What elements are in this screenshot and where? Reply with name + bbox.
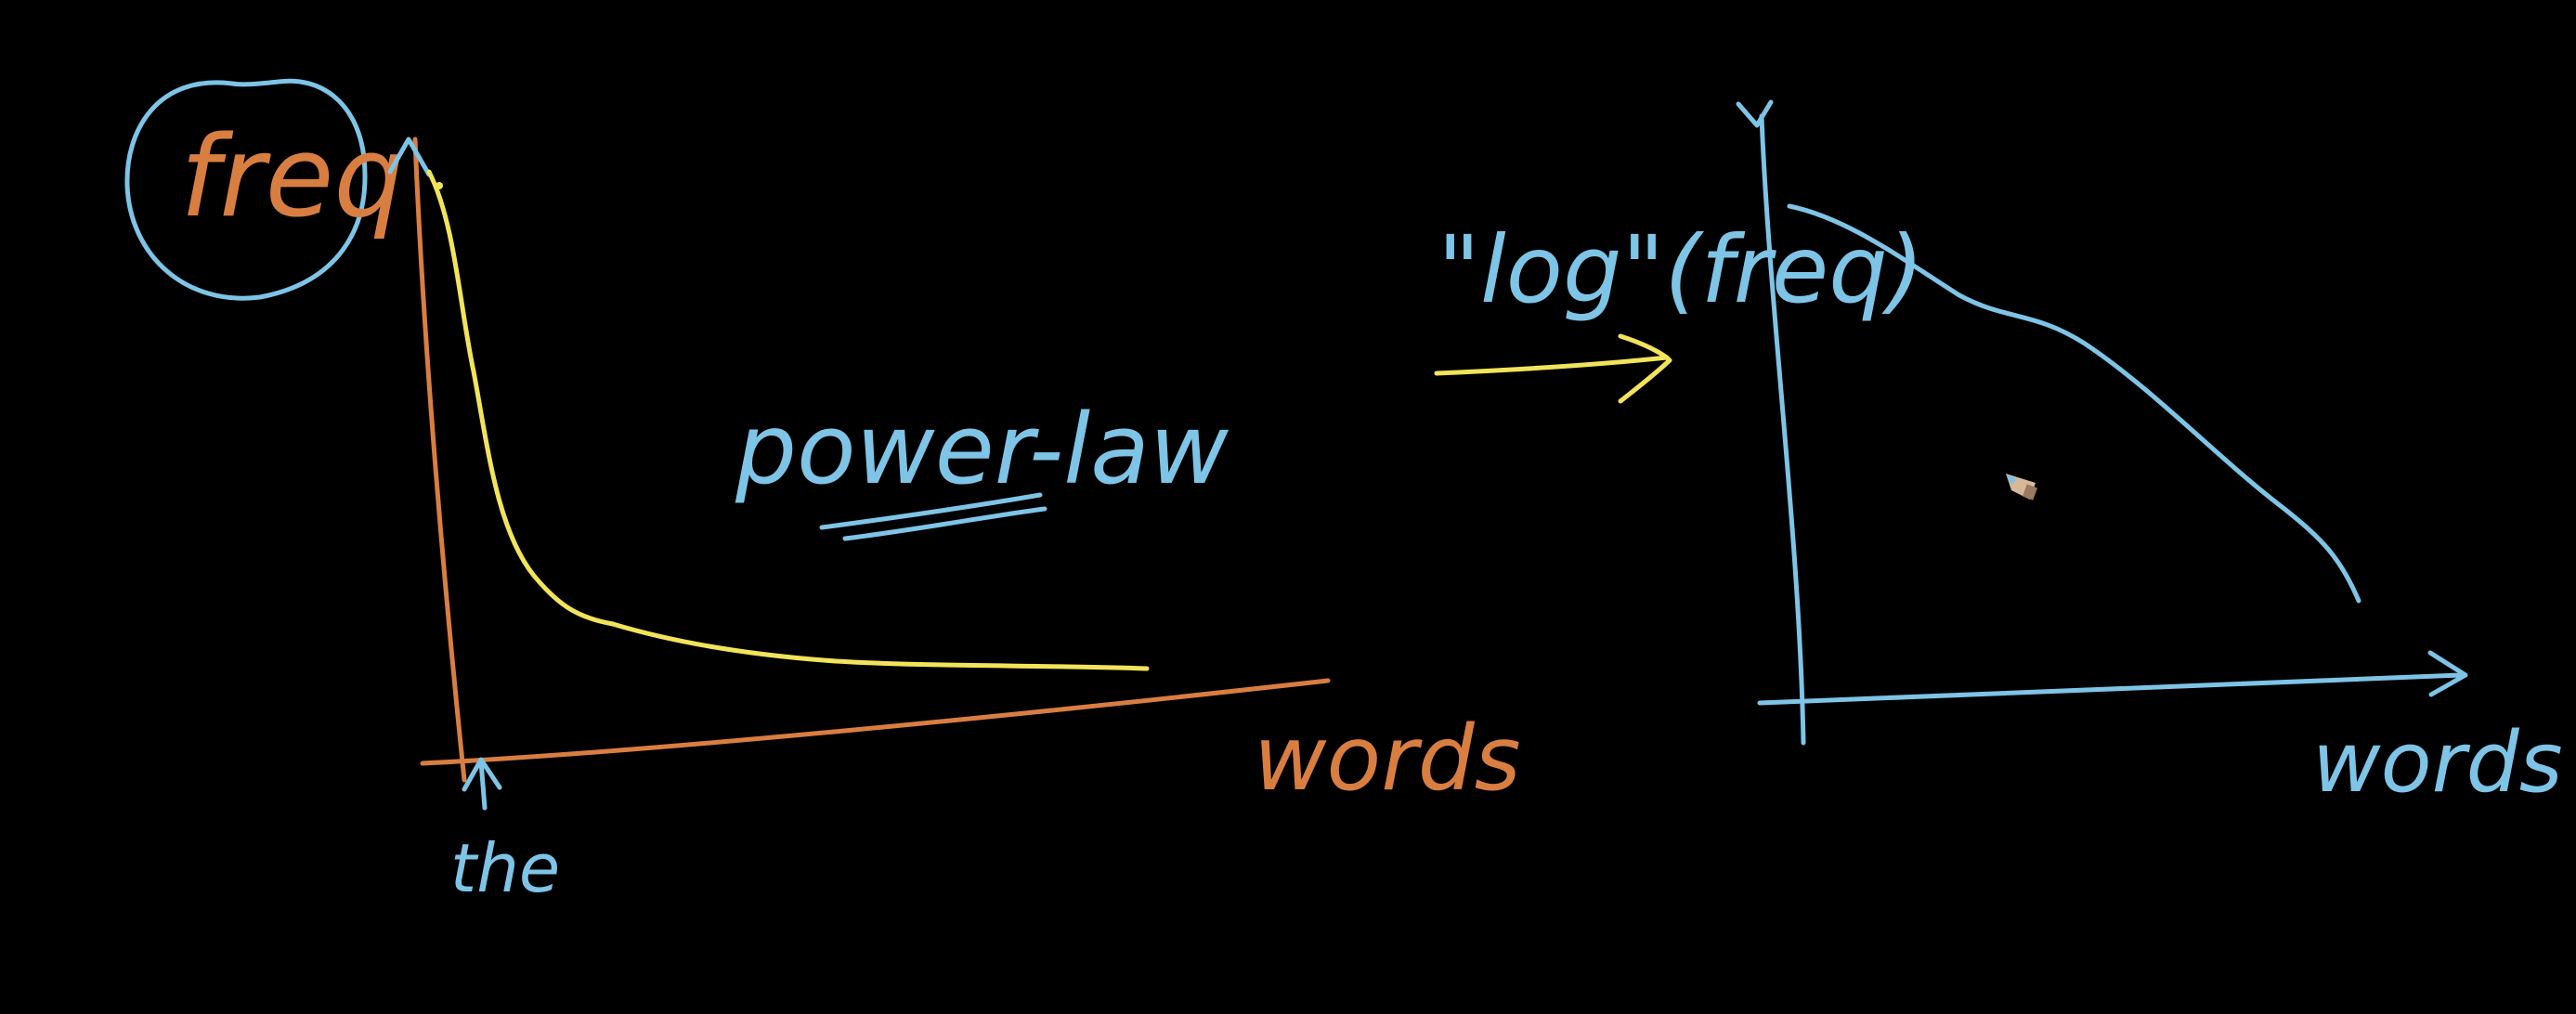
pen-cursor-icon (2006, 474, 2037, 500)
left-x-label: words (1254, 707, 1521, 811)
curve-dot (436, 182, 443, 189)
the-pointer-arrow (464, 760, 500, 808)
right-graph (1438, 102, 2563, 812)
power-law-label: power-law (735, 393, 1229, 506)
left-y-label: freq (180, 113, 405, 242)
left-graph (127, 81, 1521, 907)
the-label: the (450, 829, 561, 907)
transform-arrow (1437, 336, 1670, 401)
left-y-axis (415, 139, 464, 780)
right-y-axis-arrowhead (1738, 102, 1771, 125)
right-x-axis (1760, 653, 2465, 703)
right-x-label: words (2312, 714, 2563, 812)
right-y-label: "log"(freq) (1438, 215, 1924, 324)
power-law-underline-2 (845, 509, 1045, 539)
left-x-axis (423, 681, 1328, 763)
